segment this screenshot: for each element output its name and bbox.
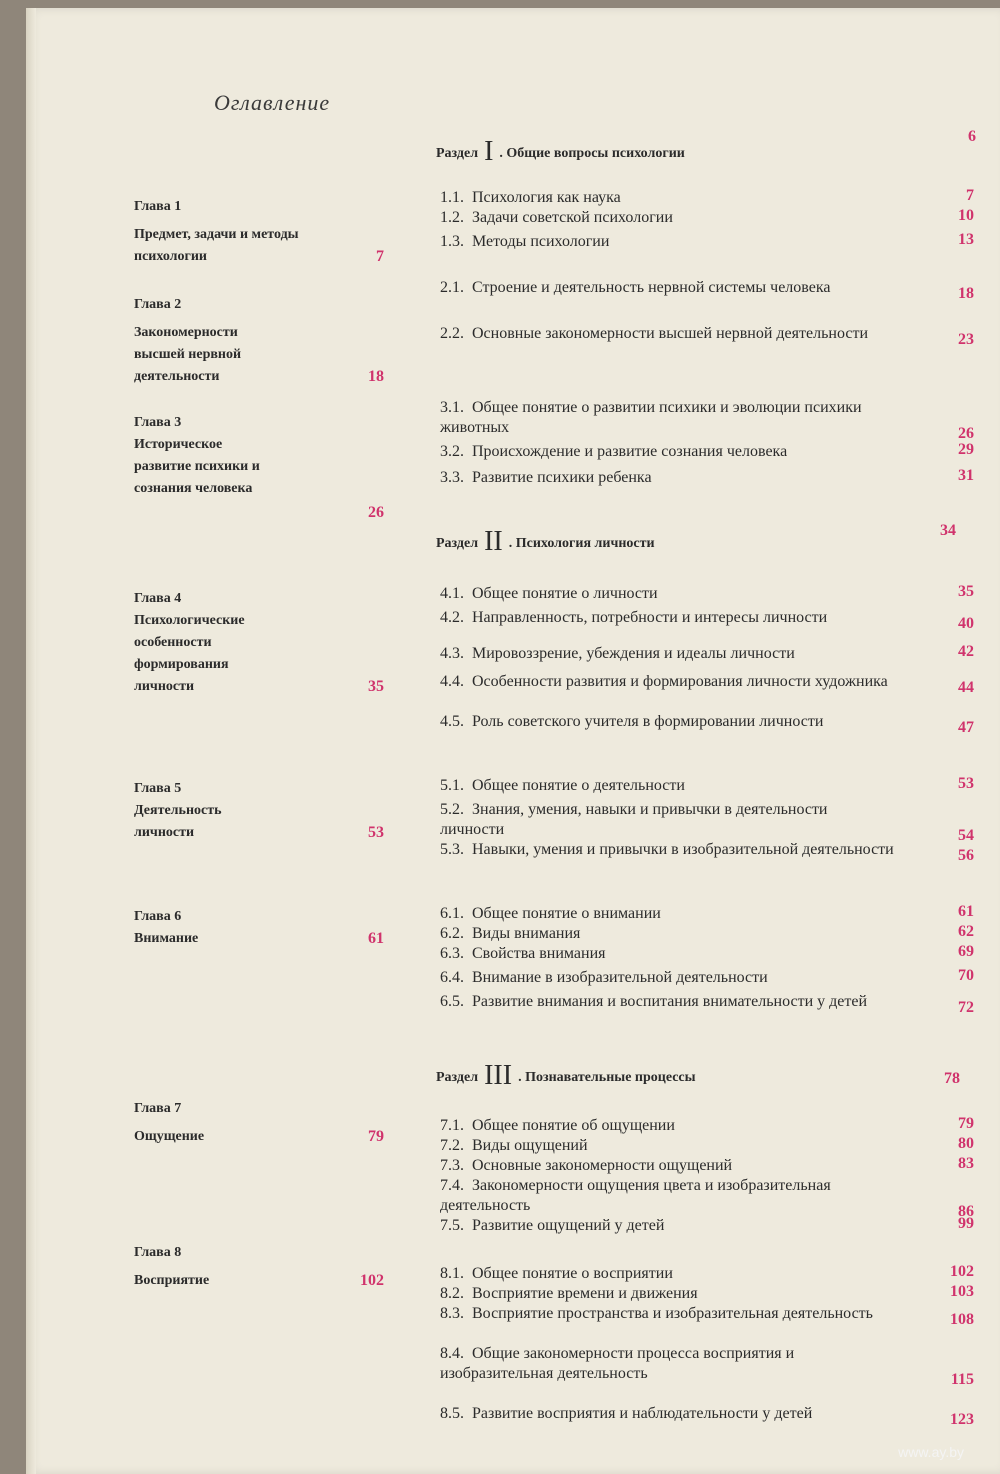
chapter-4: [134, 588, 394, 698]
toc-entry-page: 44: [958, 679, 974, 696]
toc-entry-number: 1.3.: [440, 233, 464, 250]
watermark: www.ay.by: [898, 1444, 964, 1460]
toc-entry-text: [440, 1404, 895, 1424]
toc-entry-title: Общее понятие о внимании: [472, 905, 661, 922]
toc-entry-number: 7.3.: [440, 1157, 464, 1174]
toc-entry-number: 7.1.: [440, 1117, 464, 1134]
toc-entry-title: Методы психологии: [472, 233, 610, 250]
toc-entry: [440, 468, 980, 488]
toc-entry: [440, 840, 980, 864]
toc-entry-number: 4.3.: [440, 645, 464, 662]
chapter-page: 61: [368, 930, 384, 947]
toc-entry-number: 7.5.: [440, 1217, 464, 1234]
toc-entry-title: Происхождение и развитие сознания человека: [472, 443, 788, 460]
section-label: Раздел: [436, 1070, 479, 1085]
toc-entry-number: 2.2.: [440, 325, 464, 342]
section-label: Раздел: [436, 146, 479, 161]
toc-entry-title: Общее понятие о восприятии: [472, 1265, 673, 1282]
toc-entry-text: [440, 1284, 895, 1304]
toc-entry-title: Виды ощущений: [472, 1137, 588, 1154]
toc-entry-page: 29: [958, 441, 974, 458]
chapter-label: Глава 7: [134, 1101, 182, 1116]
section-title: . Познавательные процессы: [518, 1070, 696, 1085]
chapter-page: 18: [368, 368, 384, 385]
toc-entry-page: 10: [958, 207, 974, 224]
toc-entry: [440, 188, 980, 208]
toc-entry: [440, 712, 980, 736]
toc-entry-text: [440, 232, 895, 252]
toc-entry-page: 7: [966, 187, 974, 204]
toc-entry-text: [440, 584, 895, 604]
toc-entry: [440, 324, 980, 348]
toc-entry-number: 6.4.: [440, 969, 464, 986]
toc-entry-title: Общие закономерности процесса восприятия и изобразительная деятельность: [440, 1345, 795, 1382]
section-page: 78: [944, 1070, 960, 1087]
toc-entry-text: [440, 1156, 895, 1176]
chapter-title: Деятельность личности: [134, 803, 222, 840]
chapter-label: Глава 5: [134, 781, 182, 796]
section-1: [436, 128, 996, 168]
toc-entry-page: 69: [958, 943, 974, 960]
chapter-label: Глава 6: [134, 909, 182, 924]
page-heading: Оглавление: [214, 90, 331, 115]
toc-entry: [440, 1284, 980, 1304]
toc-entry-text: [440, 1264, 895, 1284]
toc-entry-page: 13: [958, 231, 974, 248]
toc-entry-text: [440, 1304, 895, 1324]
toc-entry-text: [440, 442, 895, 462]
toc-entry-title: Знания, умения, навыки и привычки в деятельности личности: [440, 801, 828, 838]
toc-entry-page: 70: [958, 967, 974, 984]
toc-entry-title: Развитие внимания и воспитания внимательности у детей: [472, 993, 868, 1010]
toc-entry-title: Роль советского учителя в формировании личности: [472, 713, 824, 730]
toc-entry-page: 108: [950, 1311, 974, 1328]
toc-entry-text: [440, 944, 895, 964]
toc-entry-title: Внимание в изобразительной деятельности: [472, 969, 768, 986]
toc-entry-number: 8.1.: [440, 1265, 464, 1282]
chapter-title: Восприятие: [134, 1273, 210, 1288]
chapter-3: [134, 412, 394, 521]
toc-entry-title: Задачи советской психологии: [472, 209, 673, 226]
toc-entry-title: Развитие ощущений у детей: [472, 1217, 665, 1234]
toc-entry-number: 7.4.: [440, 1177, 464, 1194]
toc-entry-text: [440, 776, 895, 796]
toc-entry: [440, 672, 980, 696]
toc-entry: [440, 278, 980, 302]
toc-entry-title: Развитие восприятия и наблюдательности у детей: [472, 1405, 813, 1422]
toc-entry-text: [440, 324, 895, 344]
toc-entry-number: 6.1.: [440, 905, 464, 922]
toc-entry-title: Общее понятие об ощущении: [472, 1117, 675, 1134]
toc-entry-number: 8.4.: [440, 1345, 464, 1362]
toc-entry-page: 26: [958, 425, 974, 442]
toc-entry-number: 6.3.: [440, 945, 464, 962]
toc-entry: [440, 608, 980, 632]
toc-entry: [440, 1404, 980, 1428]
section-3: [436, 1060, 980, 1092]
chapter-title: Закономерности высшей нервной деятельности: [134, 325, 242, 384]
toc-entry-page: 115: [950, 1371, 974, 1388]
toc-entry-title: Психология как наука: [472, 189, 621, 206]
chapter-5: [134, 778, 394, 844]
toc-entry-number: 2.1.: [440, 279, 464, 296]
toc-entry-number: 4.4.: [440, 673, 464, 690]
toc-entry-page: 54: [958, 827, 974, 844]
toc-entry-page: 31: [958, 467, 974, 484]
toc-entry-number: 4.1.: [440, 585, 464, 602]
toc-entry: [440, 208, 980, 228]
toc-entry: [440, 398, 980, 442]
toc-entry-text: [440, 608, 895, 628]
toc-entry-title: Направленность, потребности и интересы личности: [472, 609, 828, 626]
toc-entry-number: 1.1.: [440, 189, 464, 206]
toc-entry-number: 4.2.: [440, 609, 464, 626]
toc-entry-text: [440, 1136, 895, 1156]
toc-entry-number: 8.5.: [440, 1405, 464, 1422]
toc-entry: [440, 776, 980, 796]
chapter-7: [134, 1098, 394, 1148]
toc-entry-text: [440, 188, 895, 208]
toc-entry: [440, 944, 980, 964]
toc-entry: [440, 1216, 980, 1236]
toc-entry-page: 80: [958, 1135, 974, 1152]
book-page: [26, 8, 1000, 1474]
toc-entry-page: 18: [958, 285, 974, 302]
section-roman: II: [484, 526, 503, 557]
toc-entry-title: Основные закономерности ощущений: [472, 1157, 733, 1174]
section-page: 34: [940, 522, 956, 539]
toc-entry-page: 42: [958, 643, 974, 660]
toc-entry: [440, 644, 980, 664]
chapter-page: 26: [368, 504, 384, 521]
toc-entry-page: 40: [958, 615, 974, 632]
toc-entry-text: [440, 1216, 895, 1236]
chapter-1: [134, 196, 394, 268]
chapter-title: Предмет, задачи и методы психологии: [134, 227, 299, 264]
toc-entry-page: 79: [958, 1115, 974, 1132]
toc-entry-page: 102: [950, 1263, 974, 1280]
toc-entry-text: [440, 398, 895, 438]
toc-entry-text: [440, 992, 895, 1012]
toc-entry-text: [440, 904, 895, 924]
toc-entry: [440, 992, 980, 1016]
section-roman: I: [484, 136, 494, 167]
toc-entry-number: 6.2.: [440, 925, 464, 942]
toc-entry-text: [440, 278, 895, 298]
toc-entry-title: Свойства внимания: [472, 945, 606, 962]
toc-entry-text: [440, 800, 895, 840]
toc-entry: [440, 1304, 980, 1328]
chapter-label: Глава 2: [134, 297, 182, 312]
toc-entry-text: [440, 712, 895, 732]
toc-entry-number: 3.3.: [440, 469, 464, 486]
toc-entry-page: 86: [958, 1203, 974, 1220]
toc-entry-page: 103: [950, 1283, 974, 1300]
chapter-label: Глава 4: [134, 591, 182, 606]
toc-entry: [440, 800, 980, 844]
toc-entry-number: 5.2.: [440, 801, 464, 818]
toc-entry-title: Общее понятие о деятельности: [472, 777, 685, 794]
toc-entry-text: [440, 1344, 895, 1384]
section-page: 6: [968, 128, 976, 145]
chapter-page: 53: [368, 824, 384, 841]
toc-entry: [440, 904, 980, 924]
chapter-title: Психологические особенности формирования личности: [134, 613, 245, 694]
toc-entry-page: 123: [950, 1411, 974, 1428]
toc-entry: [440, 924, 980, 944]
toc-entry-title: Восприятие пространства и изобразительная деятельность: [472, 1305, 873, 1322]
toc-entry: [440, 1264, 980, 1284]
toc-entry-title: Восприятие времени и движения: [472, 1285, 698, 1302]
toc-entry-title: Развитие психики ребенка: [472, 469, 652, 486]
toc-entry-title: Строение и деятельность нервной системы человека: [472, 279, 831, 296]
toc-entry-title: Особенности развития и формирования личности художника: [472, 673, 888, 690]
chapter-title: Ощущение: [134, 1129, 205, 1144]
chapter-label: Глава 3: [134, 415, 182, 430]
toc-entry-page: 53: [958, 775, 974, 792]
toc-entry-page: 83: [958, 1155, 974, 1172]
section-2: [436, 522, 976, 558]
toc-entry-number: 1.2.: [440, 209, 464, 226]
toc-entry-title: Мировоззрение, убеждения и идеалы личности: [472, 645, 795, 662]
toc-entry-number: 3.2.: [440, 443, 464, 460]
toc-entry-text: [440, 840, 895, 860]
toc-entry-page: 62: [958, 923, 974, 940]
toc-entry-page: 61: [958, 903, 974, 920]
chapter-page: 102: [360, 1272, 384, 1289]
chapter-label: Глава 8: [134, 1245, 182, 1260]
toc-entry-page: 99: [958, 1215, 974, 1232]
toc-entry-title: Навыки, умения и привычки в изобразительной деятельности: [472, 841, 894, 858]
toc-entry-title: Основные закономерности высшей нервной деятельности: [472, 325, 868, 342]
toc-entry-number: 7.2.: [440, 1137, 464, 1154]
toc-entry-text: [440, 1116, 895, 1136]
toc-entry: [440, 584, 980, 604]
toc-entry-title: Виды внимания: [472, 925, 581, 942]
toc-entry-title: Общее понятие о личности: [472, 585, 658, 602]
chapter-8: [134, 1242, 394, 1292]
chapter-title: Внимание: [134, 931, 199, 946]
toc-entry-number: 5.1.: [440, 777, 464, 794]
toc-entry: [440, 968, 980, 988]
toc-entry-number: 8.3.: [440, 1305, 464, 1322]
toc-entry-text: [440, 208, 895, 228]
toc-entry-text: [440, 924, 895, 944]
section-title: . Общие вопросы психологии: [499, 146, 685, 161]
toc-entry-text: [440, 672, 895, 692]
chapter-2: [134, 294, 394, 388]
chapter-label: Глава 1: [134, 199, 182, 214]
toc-entry-text: [440, 1176, 895, 1216]
toc-entry-number: 5.3.: [440, 841, 464, 858]
toc-entry-title: Закономерности ощущения цвета и изобразительная деятельность: [440, 1177, 831, 1214]
chapter-page: 35: [368, 678, 384, 695]
toc-entry: [440, 1136, 980, 1156]
chapter-page: 7: [376, 248, 384, 265]
toc-entry-page: 72: [958, 999, 974, 1016]
toc-entry-page: 47: [958, 719, 974, 736]
toc-entry-page: 56: [958, 847, 974, 864]
toc-entry-number: 8.2.: [440, 1285, 464, 1302]
toc-entry-text: [440, 968, 895, 988]
toc-entry: [440, 1344, 980, 1388]
section-label: Раздел: [436, 536, 479, 551]
chapter-6: [134, 906, 394, 950]
section-title: . Психология личности: [508, 536, 655, 551]
toc-entry-number: 6.5.: [440, 993, 464, 1010]
chapter-page: 79: [368, 1128, 384, 1145]
toc-entry-number: 3.1.: [440, 399, 464, 416]
toc-entry-text: [440, 644, 895, 664]
chapter-title: Историческое развитие психики и сознания человека: [134, 437, 260, 496]
toc-entry-number: 4.5.: [440, 713, 464, 730]
toc-entry: [440, 1116, 980, 1136]
toc-entry: [440, 442, 980, 462]
section-roman: III: [484, 1060, 513, 1091]
toc-entry-page: 35: [958, 583, 974, 600]
toc-entry: [440, 1176, 980, 1220]
toc-entry-text: [440, 468, 895, 488]
toc-entry: [440, 232, 980, 252]
toc-entry-page: 23: [958, 331, 974, 348]
toc-entry: [440, 1156, 980, 1176]
toc-entry-title: Общее понятие о развитии психики и эволюции психики животных: [440, 399, 862, 436]
